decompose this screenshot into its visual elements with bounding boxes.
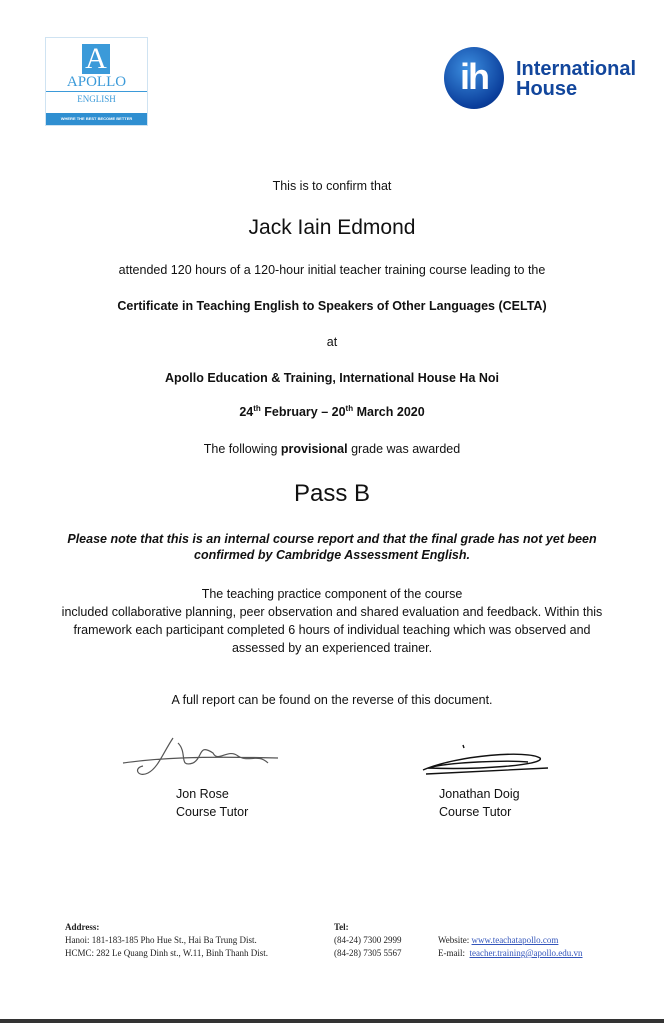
apollo-logo-tagline: WHERE THE BEST BECOME BETTER [46,113,147,125]
website-link[interactable]: www.teachatapollo.com [471,935,559,945]
d1: 24 [239,405,254,419]
signature-jonathan-doig [418,740,558,780]
international-house-logo [444,47,659,109]
s2: th [345,403,354,413]
address-label: Address: [65,922,100,932]
s1: th [253,403,261,413]
hcmc-address: HCMC: 282 Le Quang Dinh st., W.11, Binh Thanh Dist. [65,948,269,958]
note-line2: confirmed by Cambridge Assessment English. [194,548,470,562]
recipient-name: Jack Iain Edmond [248,216,416,239]
apollo-a-mark: A [82,44,110,74]
footer-address [65,921,268,960]
website-label: Website: [438,935,472,945]
certificate-title: Certificate in Teaching English to Speakers of Other Languages (CELTA) [117,299,547,313]
apollo-logo-name: APOLLO [46,74,147,92]
footer-tel [334,921,402,960]
email-link[interactable]: teacher.training@apollo.edu.vn [469,948,583,958]
apollo-logo-sub: ENGLISH [77,94,116,104]
apollo-english-logo [45,37,148,126]
ih-line2: House [516,78,578,100]
tel-label: Tel: [334,922,349,932]
m2: March 2020 [353,405,425,419]
signatory-2 [439,785,520,821]
bottom-border [0,1019,664,1023]
tel-hcmc: (84-28) 7305 5567 [334,948,402,958]
grade-value: Pass B [293,480,371,507]
note-line1: Please note that this is an internal course report and that the final grade has not yet been [67,532,597,546]
ih-logo-text [516,59,636,99]
email-label: E-mail: [438,948,470,958]
signatory-role: Course Tutor [439,805,512,819]
signatory-1 [176,785,248,821]
signature-jon-rose [118,728,288,788]
tp-line: included collaborative planning, peer observation and shared evaluation and feedback. Within this [61,605,603,619]
grade-intro [0,441,664,457]
internal-note [0,531,664,563]
signatory-name: Jon Rose [176,787,229,801]
tp-line: The teaching practice component of the course [201,587,463,601]
signatory-name: Jonathan Doig [439,787,520,801]
attended-text: attended 120 hours of a 120-hour initial teacher training course leading to the [118,263,546,277]
m1: February – 20 [260,405,346,419]
ih-globe-mark: ih [444,47,504,109]
full-report-text: A full report can be found on the reverse of this document. [171,693,493,707]
footer-contact [438,934,583,960]
ih-line1: International [516,58,637,80]
hanoi-address: Hanoi: 181-183-185 Pho Hue St., Hai Ba Trung Dist. [65,935,257,945]
tp-line: assessed by an experienced trainer. [231,641,433,655]
teaching-practice-paragraph [0,585,664,657]
signatory-role: Course Tutor [176,805,249,819]
tp-line: framework each participant completed 6 hours of individual teaching which was observed and [73,623,591,637]
course-dates [0,404,664,420]
grade-pre: The following [203,442,281,456]
grade-bold: provisional [280,442,348,456]
tel-hanoi: (84-24) 7300 2999 [334,935,402,945]
confirm-text: This is to confirm that [272,179,392,193]
centre-name: Apollo Education & Training, International House Ha Noi [164,371,500,385]
grade-post: grade was awarded [347,442,461,456]
at-text: at [326,335,338,349]
